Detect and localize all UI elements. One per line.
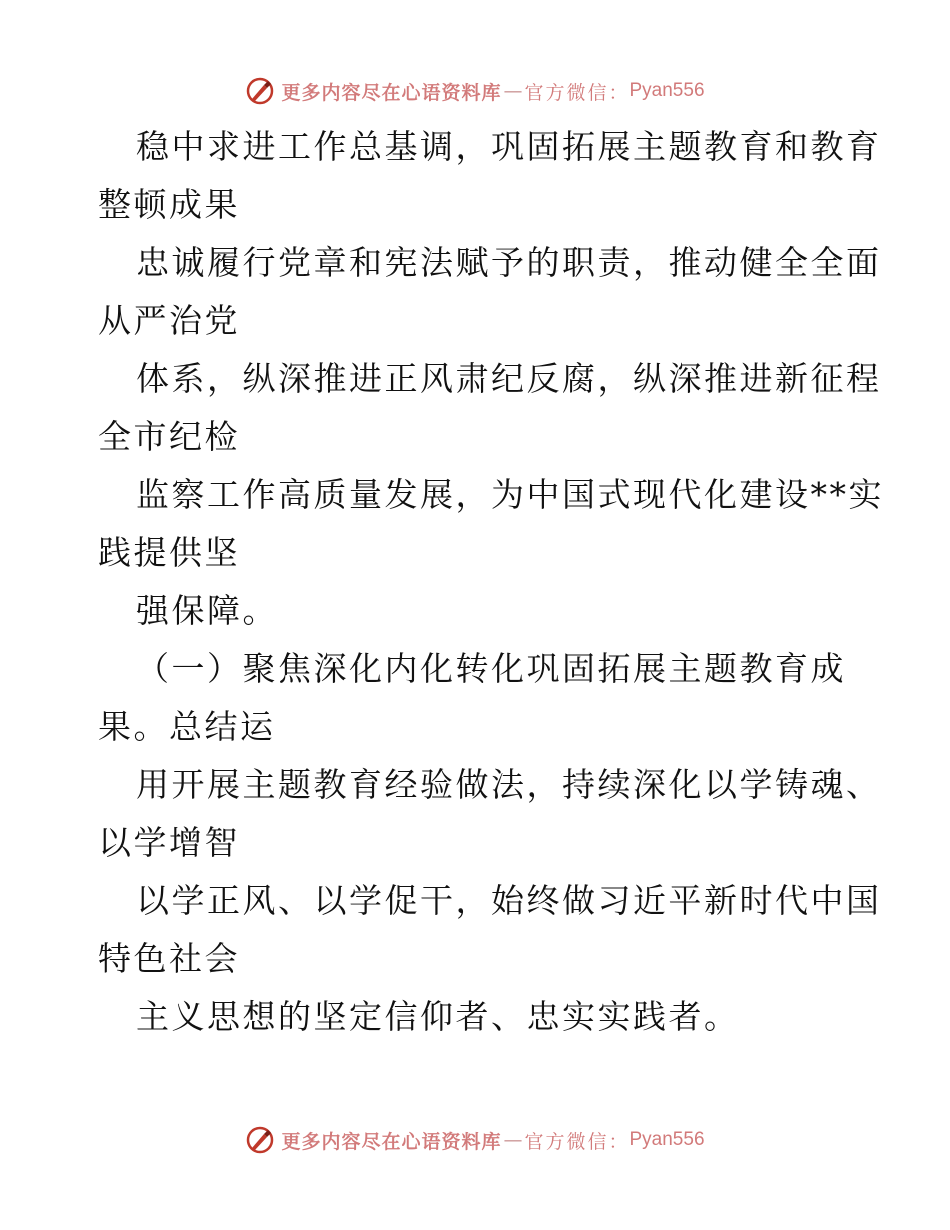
watermark-wechat-id: Pyan556 xyxy=(629,1129,705,1150)
pen-logo-icon xyxy=(245,76,275,106)
watermark-sub-text: 官方微信： xyxy=(524,1130,630,1153)
text-line: 监察工作高质量发展，为中国式现代化建设**实 xyxy=(136,475,884,514)
text-line: 体系，纵深推进正风肃纪反腐，纵深推进新征程 xyxy=(136,359,882,398)
watermark-sub-text: 官方微信： xyxy=(524,81,630,104)
text-line: 用开展主题教育经验做法，持续深化以学铸魂、 xyxy=(136,765,882,804)
text-line: 从严治党 xyxy=(98,301,240,340)
watermark-dash: — xyxy=(503,1129,523,1151)
pen-logo-icon xyxy=(245,1125,275,1155)
text-line: 稳中求进工作总基调，巩固拓展主题教育和教育 xyxy=(136,127,882,166)
text-line: （一）聚焦深化内化转化巩固拓展主题教育成 xyxy=(136,649,846,688)
watermark-dash: — xyxy=(503,80,523,102)
watermark-main-text: 更多内容尽在心语资料库 xyxy=(281,81,502,104)
watermark-wechat-id: Pyan556 xyxy=(629,80,705,101)
text-line: 忠诚履行党章和宪法赋予的职责，推动健全全面 xyxy=(136,243,882,282)
footer-watermark xyxy=(0,1123,950,1157)
text-line: 果。总结运 xyxy=(98,707,276,746)
text-line: 整顿成果 xyxy=(98,185,240,224)
text-line: 以学正风、以学促干，始终做习近平新时代中国 xyxy=(136,881,882,920)
watermark-main-text: 更多内容尽在心语资料库 xyxy=(281,1130,502,1153)
text-line: 强保障。 xyxy=(136,591,278,630)
text-line: 全市纪检 xyxy=(98,417,240,456)
text-line: 践提供坚 xyxy=(98,533,240,572)
text-line: 特色社会 xyxy=(98,939,240,978)
header-watermark xyxy=(0,74,950,108)
document-body xyxy=(98,118,884,1046)
text-line: 以学增智 xyxy=(98,823,240,862)
text-line: 主义思想的坚定信仰者、忠实实践者。 xyxy=(136,997,740,1036)
